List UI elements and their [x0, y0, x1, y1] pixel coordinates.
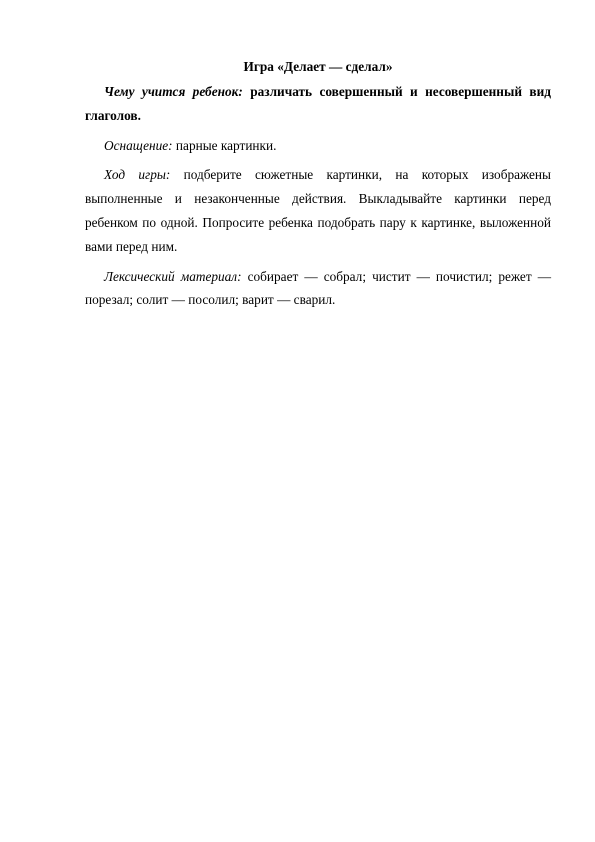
paragraph-game-procedure	[85, 163, 551, 258]
document-body	[85, 57, 551, 312]
paragraph-label: Ход игры:	[104, 167, 171, 183]
paragraph-label: Лексический материал:	[104, 268, 242, 284]
paragraph-text: собирает — собрал; чистит — почистил; режет — порезал; солит — посолил; варит — сварил.	[85, 268, 551, 308]
paragraph-lexical-material	[85, 265, 551, 313]
paragraph-learning-goal	[85, 80, 551, 128]
document-title: Игра «Делает — сделал»	[243, 59, 393, 74]
paragraph-text: подберите сюжетные картинки, на которых изображены выполненные и незаконченные действия. Выкладывайте картинки перед ребенком по одной. Попросите ребенка подобрать пару к картинке, выложенной вами перед ним.	[85, 167, 551, 254]
paragraph-text: парные картинки.	[172, 137, 277, 153]
paragraph-label: Оснащение:	[104, 137, 173, 153]
paragraph-text: различать совершенный и несовершенный вид глаголов.	[85, 84, 551, 123]
paragraph-label: Чему учится ребенок:	[104, 84, 243, 99]
paragraph-equipment	[85, 134, 551, 158]
